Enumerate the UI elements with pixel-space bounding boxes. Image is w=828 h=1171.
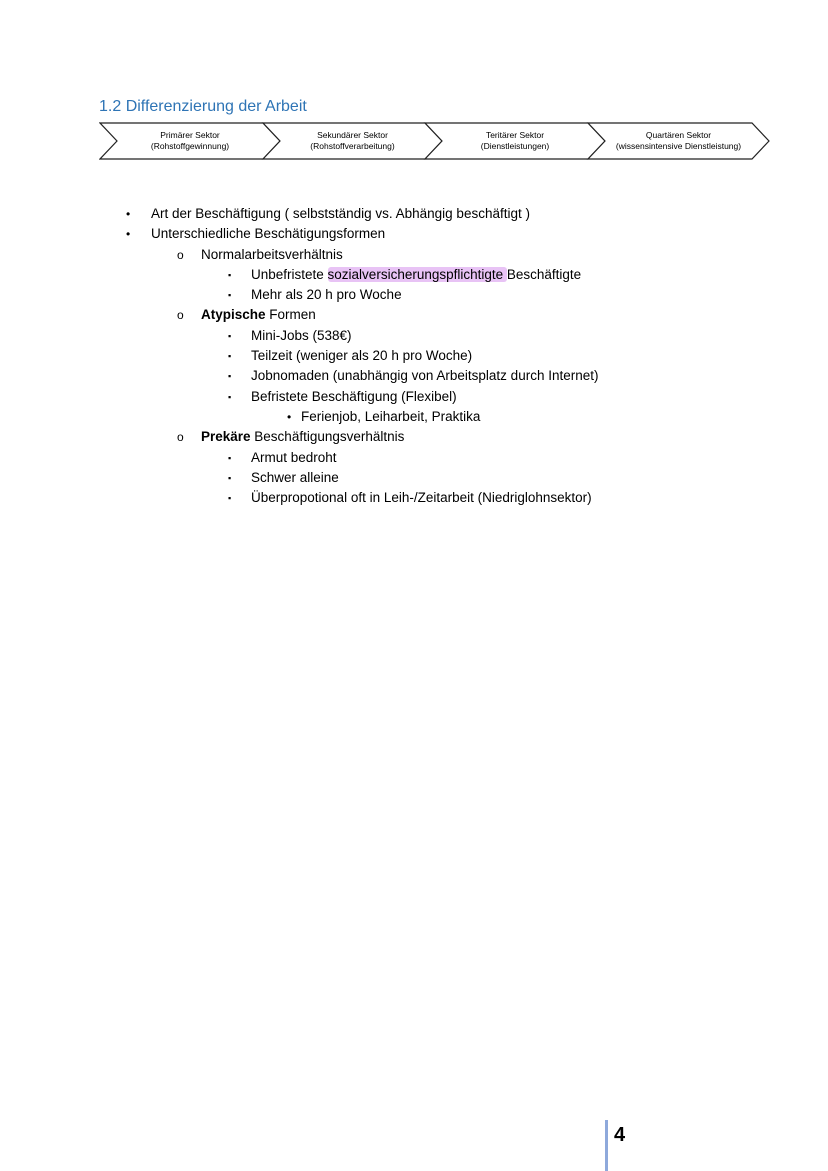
sector-subtitle: (Rohstoffverarbeitung)	[310, 141, 395, 151]
square-bullet-icon: ▪	[228, 290, 232, 301]
square-bullet-icon: ▪	[228, 493, 232, 504]
list-item-text: Mehr als 20 h pro Woche	[251, 287, 402, 303]
list-item-text: Normalarbeitsverhältnis	[201, 246, 343, 262]
list-item	[0, 427, 828, 447]
list-item-text: Unbefristete	[251, 266, 328, 282]
list-item-text: Überpropotional oft in Leih-/Zeitarbeit (Niedriglohnsektor)	[251, 490, 592, 506]
sector-secondary	[280, 122, 425, 160]
sector-title: Teritärer Sektor	[485, 130, 545, 140]
square-bullet-icon: ▪	[228, 371, 232, 382]
list-item-text: Beschäftigungsverhältnis	[250, 429, 405, 445]
list-item	[0, 366, 828, 386]
list-item-text: Art der Beschäftigung ( selbstständig vs. Abhängig beschäftigt )	[151, 206, 530, 221]
list-item	[0, 326, 828, 346]
list-item	[0, 346, 828, 366]
list-item-text: Jobnomaden (unabhängig von Arbeitsplatz durch Internet)	[251, 368, 599, 384]
sector-quaternary	[605, 122, 752, 160]
list-item	[0, 285, 828, 305]
list-item	[0, 224, 828, 244]
list-item	[0, 204, 828, 224]
list-item	[0, 468, 828, 488]
list-item-text: Formen	[265, 307, 316, 323]
sector-title: Sekundärer Sektor	[317, 130, 388, 140]
section-heading: 1.2 Differenzierung der Arbeit	[99, 98, 307, 115]
list-item	[0, 265, 828, 285]
highlighted-text: sozialversicherungspflichtigte	[327, 266, 507, 282]
sector-chevron-diagram	[99, 122, 771, 160]
sector-subtitle: (Rohstoffgewinnung)	[150, 141, 230, 151]
list-item	[0, 407, 828, 427]
circle-bullet-icon: o	[177, 247, 184, 262]
bullet-list	[0, 204, 828, 508]
list-item-text: Schwer alleine	[251, 469, 339, 485]
list-item-text: Unterschiedliche Beschätigungsformen	[151, 226, 386, 242]
square-bullet-icon: ▪	[228, 269, 232, 280]
square-bullet-icon: ▪	[228, 330, 232, 341]
sector-subtitle: (wissensintensive Dienstleistung)	[615, 141, 742, 151]
square-bullet-icon: ▪	[228, 391, 232, 402]
list-item-text: Mini-Jobs (538€)	[251, 327, 352, 343]
sector-subtitle: (Dienstleistungen)	[480, 141, 550, 151]
square-bullet-icon: ▪	[228, 351, 232, 362]
sector-title: Primärer Sektor	[160, 130, 220, 140]
sector-title: Quartären Sektor	[645, 130, 712, 140]
bold-text: Prekäre	[201, 429, 251, 445]
bullet-icon: •	[126, 227, 131, 242]
bullet-icon: •	[287, 409, 292, 424]
list-item	[0, 448, 828, 468]
list-item-text: Beschäftigte	[506, 266, 582, 282]
list-item-text: Ferienjob, Leiharbeit, Praktika	[301, 408, 481, 424]
list-item	[0, 305, 828, 325]
page-number: 4	[614, 1124, 626, 1146]
sector-tertiary	[442, 122, 588, 160]
bold-text: Atypische	[201, 307, 266, 323]
list-item	[0, 488, 828, 508]
list-item-text: Armut bedroht	[251, 449, 337, 465]
circle-bullet-icon: o	[177, 308, 184, 323]
square-bullet-icon: ▪	[228, 452, 232, 463]
sector-primary	[117, 122, 263, 160]
page-number-bar	[605, 1120, 608, 1171]
circle-bullet-icon: o	[177, 430, 184, 445]
bullet-icon: •	[126, 207, 131, 221]
square-bullet-icon: ▪	[228, 472, 232, 483]
list-item-text: Teilzeit (weniger als 20 h pro Woche)	[251, 348, 473, 364]
list-item	[0, 245, 828, 265]
list-item	[0, 387, 828, 407]
list-item-text: Befristete Beschäftigung (Flexibel)	[251, 388, 457, 404]
